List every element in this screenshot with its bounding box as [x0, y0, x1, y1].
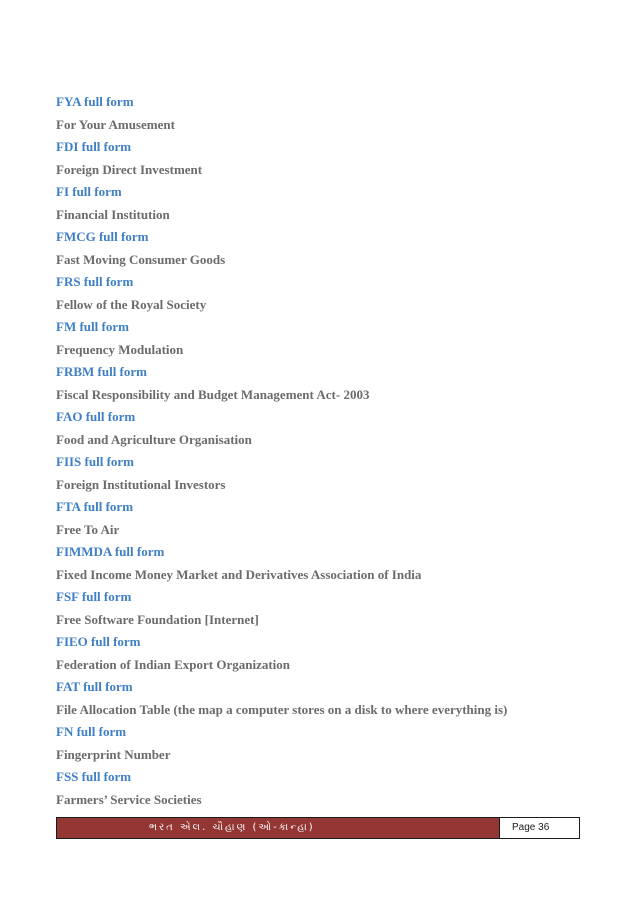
list-item [56, 766, 616, 811]
entry-term: FSS full form [56, 769, 132, 784]
entry-term: FTA full form [56, 499, 134, 514]
entry-definition: Fellow of the Royal Society [56, 296, 207, 312]
list-item [56, 496, 616, 541]
entry-term: FN full form [56, 724, 127, 739]
full-form-list [56, 91, 616, 811]
entry-term: FRBM full form [56, 364, 147, 379]
entry-definition: For Your Amusement [56, 116, 175, 132]
entry-term: FSF full form [56, 589, 132, 604]
entry-definition: Financial Institution [56, 206, 170, 222]
list-item [56, 586, 616, 631]
list-item [56, 136, 616, 181]
entry-term: FM full form [56, 319, 129, 334]
entry-term: FMCG full form [56, 229, 149, 244]
entry-definition: File Allocation Table (the map a computer stores on a disk to where everything is) [56, 701, 508, 717]
entry-definition: Fiscal Responsibility and Budget Management Act- 2003 [56, 386, 370, 402]
entry-definition: Farmers’ Service Societies [56, 791, 202, 807]
list-item [56, 721, 616, 766]
entry-definition: Fast Moving Consumer Goods [56, 251, 226, 267]
entry-definition: Fingerprint Number [56, 746, 171, 762]
entry-definition: Food and Agriculture Organisation [56, 431, 252, 447]
list-item [56, 631, 616, 676]
list-item [56, 676, 616, 721]
entry-term: FIMMDA full form [56, 544, 165, 559]
entry-term: FRS full form [56, 274, 134, 289]
list-item [56, 91, 616, 136]
entry-term: FAT full form [56, 679, 133, 694]
entry-definition: Free Software Foundation [Internet] [56, 611, 259, 627]
entry-term: FYA full form [56, 94, 134, 109]
page-number: Page 36 [499, 818, 579, 838]
entry-definition: Free To Air [56, 521, 120, 537]
entry-definition: Federation of Indian Export Organization [56, 656, 291, 672]
entry-term: FIIS full form [56, 454, 134, 469]
entry-term: FDI full form [56, 139, 132, 154]
entry-term: FAO full form [56, 409, 136, 424]
list-item [56, 406, 616, 451]
entry-definition: Foreign Institutional Investors [56, 476, 226, 492]
list-item [56, 316, 616, 361]
entry-definition: Foreign Direct Investment [56, 161, 203, 177]
entry-definition: Fixed Income Money Market and Derivatives Association of India [56, 566, 422, 582]
entry-term: FI full form [56, 184, 122, 199]
list-item [56, 451, 616, 496]
page-footer [56, 817, 580, 839]
list-item [56, 226, 616, 271]
list-item [56, 541, 616, 586]
entry-term: FIEO full form [56, 634, 141, 649]
list-item [56, 181, 616, 226]
list-item [56, 361, 616, 406]
entry-definition: Frequency Modulation [56, 341, 184, 357]
footer-author-name: ભરત એલ. ચૌહાણ (ઓ-કાન્હા) [57, 818, 499, 838]
list-item [56, 271, 616, 316]
